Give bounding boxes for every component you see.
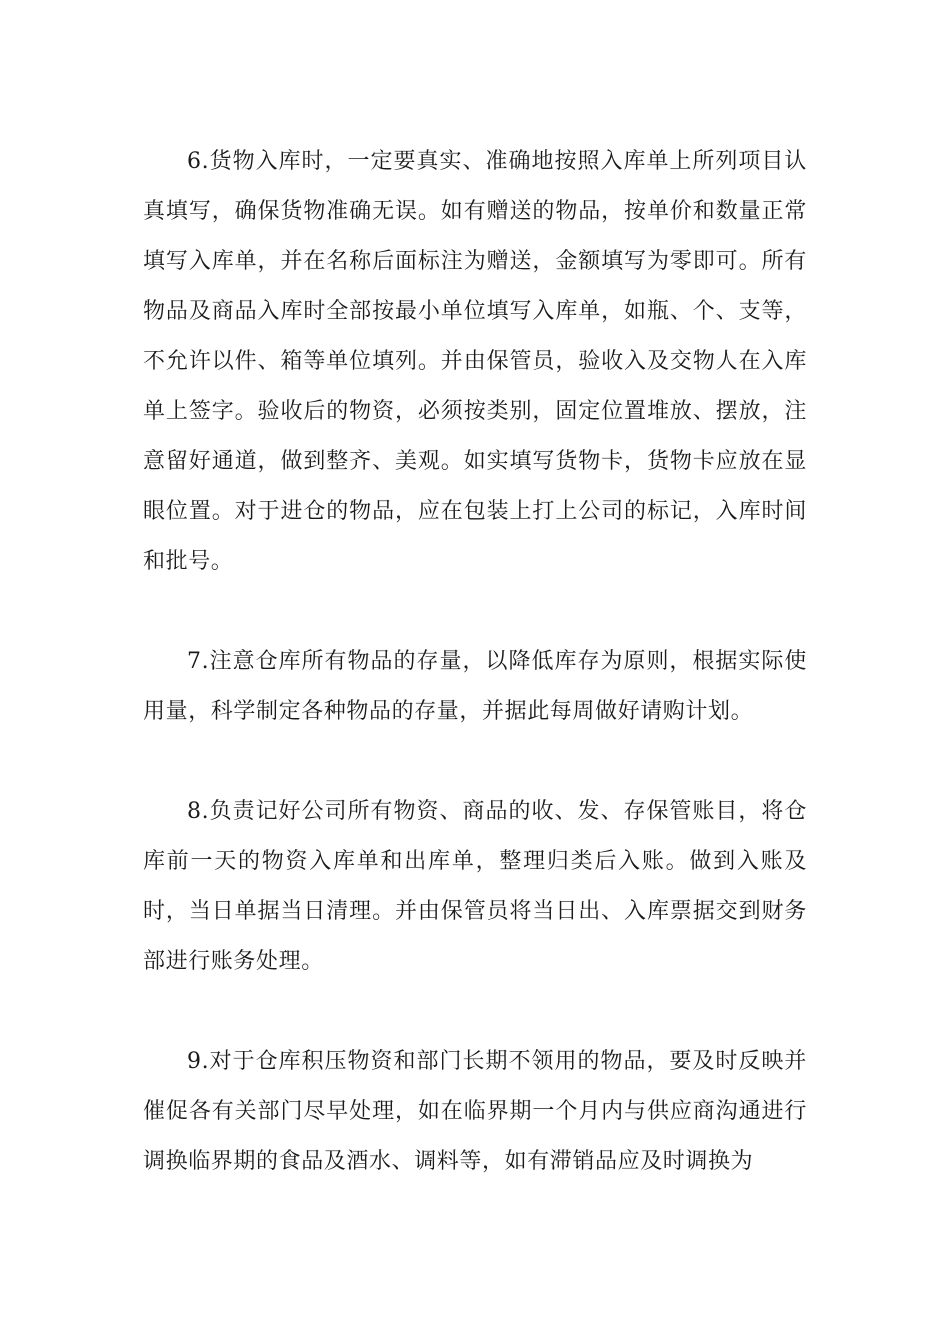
paragraph-6: 6.货物入库时，一定要真实、准确地按照入库单上所列项目认真填写，确保货物准确无误。如有赠送的物品，按单价和数量正常填写入库单，并在名称后面标注为赠送，金额填写为零即可。所有物品及商品入库时全部按最小单位填写入库单，如瓶、个、支等，不允许以件、箱等单位填列。并由保管员，验收入及交物人在入库单上签字。验收后的物资，必须按类别，固定位置堆放、摆放，注意留好通道，做到整齐、美观。如实填写货物卡，货物卡应放在显眼位置。对于进仓的物品，应在包装上打上公司的标记，入库时间和批号。: [143, 149, 807, 574]
paragraph-spacer: [143, 737, 807, 787]
document-body: [143, 137, 807, 1187]
paragraph-9: 9.对于仓库积压物资和部门长期不领用的物品，要及时反映并催促各有关部门尽早处理，如在临界期一个月内与供应商沟通进行调换临界期的食品及酒水、调料等，如有滞销品应及时调换为: [143, 1049, 807, 1174]
paragraph-spacer: [143, 587, 807, 637]
paragraph-7: 7.注意仓库所有物品的存量，以降低库存为原则，根据实际使用量，科学制定各种物品的存量，并据此每周做好请购计划。: [143, 649, 807, 724]
paragraph-spacer: [143, 987, 807, 1037]
paragraph-8: 8.负责记好公司所有物资、商品的收、发、存保管账目，将仓库前一天的物资入库单和出库单，整理归类后入账。做到入账及时，当日单据当日清理。并由保管员将当日出、入库票据交到财务部进行账务处理。: [143, 799, 807, 974]
